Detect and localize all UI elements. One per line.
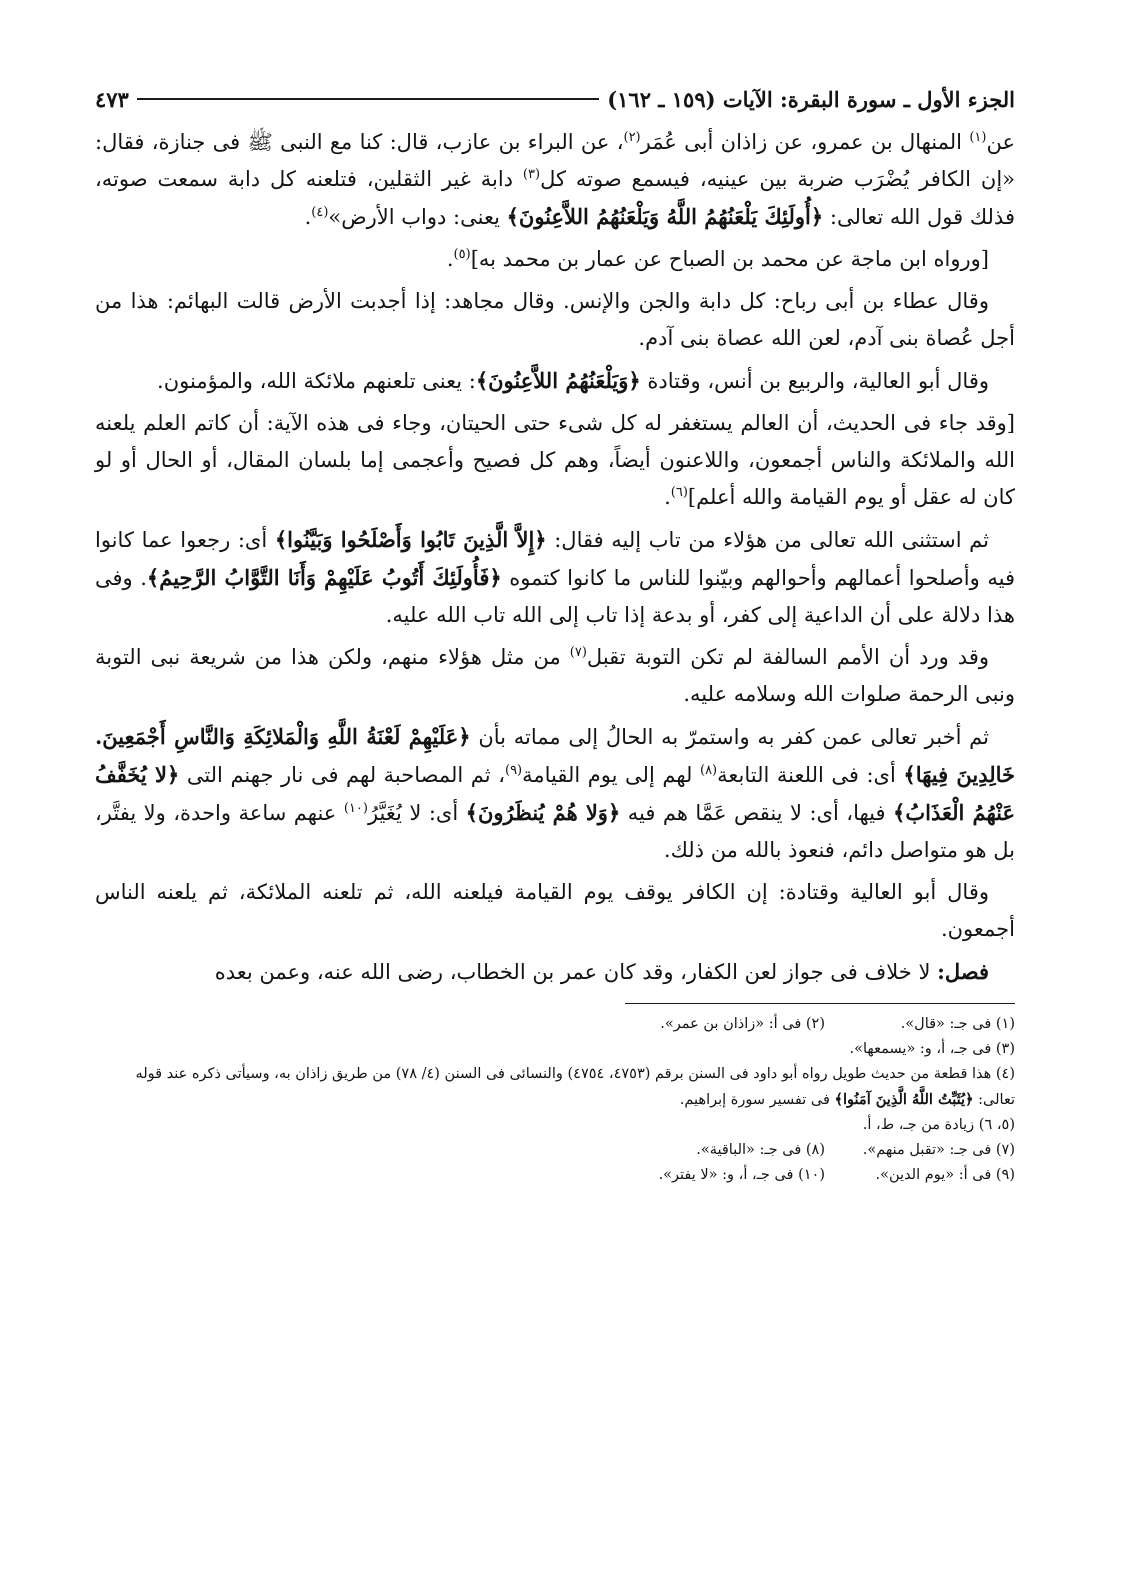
header-title: الجزء الأول ـ سورة البقرة: الآيات (١٥٩ ـ ١٦٢) (607, 86, 1015, 112)
footnote-ref: (٤) (311, 205, 329, 220)
footnote-ref: (٣) (522, 167, 541, 182)
footnote-row (95, 1163, 1015, 1188)
text: ، ثم المصاحبة لهم فى نار جهنم التى (179, 763, 505, 787)
main-text (95, 124, 1015, 991)
quran-verse: ﴿عَلَيْهِمْ لَعْنَةُ اللَّهِ وَالْمَلائِكَةِ وَالنَّاسِ أَجْمَعِينَ. خَالِدِينَ فِيهَا﴾ (95, 724, 1015, 787)
footnote-ref: (٧) (569, 645, 587, 660)
text: لهم إلى يوم القيامة (522, 763, 700, 787)
quran-verse: ﴿لا يُخَفَّفُ عَنْهُمُ الْعَذَابُ﴾ (95, 762, 1015, 825)
book-page (95, 82, 1015, 1188)
text: [ورواه ابن ماجة عن محمد بن الصباح عن عمار بن محمد به] (470, 247, 989, 271)
text: عنهم ساعة واحدة، ولا يفتَّر، بل هو متواصل دائم، فنعوذ بالله من ذلك. (95, 801, 1015, 862)
running-header (95, 82, 1015, 116)
paragraph-2 (95, 241, 1015, 278)
footnote-separator (625, 1003, 1015, 1004)
text: دابة غير الثقلين، فتلعنه كل دابة سمعت صوته، فذلك قول الله تعالى: (95, 167, 1015, 229)
section-label: فصل: (937, 959, 989, 984)
text: . وفى هذا دلالة على أن الداعية إلى كفر، أو بدعة إذا تاب إلى الله تاب الله عليه. (95, 566, 1015, 627)
paragraph-8 (95, 718, 1015, 869)
text: المنهال بن عمرو، عن زاذان أبى عُمَر (640, 130, 970, 154)
text: : يعنى تلعنهم ملائكة الله، والمؤمنون. (157, 369, 476, 393)
footnote-row (95, 1012, 1015, 1037)
text: وقد ورد أن الأمم السالفة لم تكن التوبة تقبل (586, 645, 989, 669)
paragraph-4 (95, 362, 1015, 400)
footnote: (١) فى جـ: «قال». (900, 1016, 1015, 1032)
paragraph-7 (95, 639, 1015, 713)
text: أى: رجعوا عما كانوا فيه وأصلحوا أعمالهم وأحوالهم وبيّنوا للناس ما كانوا كتموه (95, 528, 1015, 590)
text: وقال أبو العالية، والربيع بن أنس، وقتادة (640, 369, 989, 393)
paragraph-3: وقال عطاء بن أبى رباح: كل دابة والجن والإنس. وقال مجاهد: إذا أجدبت الأرض قالت البهائم: هذا من أجل عُصاة بنى آدم، لعن الله عصاة بنى آدم. (95, 289, 1015, 350)
quran-verse: ﴿فَأُولَئِكَ أَتُوبُ عَلَيْهِمْ وَأَنَا التَّوَّابُ الرَّحِيمُ﴾ (146, 565, 502, 590)
footnote-ref: (٢) (623, 130, 641, 145)
text: ثم استثنى الله تعالى من هؤلاء من تاب إليه فقال: (546, 528, 989, 552)
footnote-ref: (٩) (504, 763, 523, 778)
paragraph-6 (95, 521, 1015, 634)
footnote: (٢) فى أ: «زاذان بن عمر». (660, 1016, 825, 1032)
text: ، عن البراء بن عازب، قال: كنا مع النبى ﷺ فى جنازة، فقال: «إن الكافر يُضْرَب ضربة بين عينيه، فيسمع صوته كل (95, 130, 1015, 191)
footnote-text: فى تفسير سورة إبراهيم. (679, 1092, 835, 1108)
footnote-ref: (٥) (453, 247, 471, 262)
page-number: ٤٧٣ (95, 86, 129, 112)
paragraph-5 (95, 405, 1015, 516)
footnote: (١٠) فى جـ، أ، و: «لا يفتر». (658, 1167, 825, 1183)
footnote-ref: (١٠) (343, 801, 368, 816)
quran-verse: ﴿وَلا هُمْ يُنظَرُونَ﴾ (465, 800, 621, 825)
text: يعنى: دواب الأرض» (328, 205, 507, 229)
footnote (95, 1062, 1015, 1113)
footnote-ref: (٨) (699, 763, 718, 778)
text: عن (986, 130, 1015, 154)
text: . (664, 485, 671, 509)
header-rule (137, 98, 599, 100)
footnote: (٩) فى أ: «يوم الدين». (875, 1167, 1015, 1183)
text: فيها، أى: لا ينقص عَمَّا هم فيه (620, 801, 894, 825)
text: . (304, 205, 312, 229)
footnote-text: (٤) هذا قطعة من حديث طويل رواه أبو داود فى السنن برقم (٤٧٥٣، ٤٧٥٤) والنسائى فى السنن (٤/ ٧٨) من طريق زاذان به، وسيأتى ذكره عند قوله تعالى: (135, 1066, 1015, 1108)
text: من مثل هؤلاء منهم، ولكن هذا من شريعة نبى التوبة ونبى الرحمة صلوات الله وسلامه عليه. (95, 645, 1015, 706)
text: أى: فى اللعنة التابعة (717, 763, 904, 787)
quran-verse: ﴿إِلاَّ الَّذِينَ تَابُوا وَأَصْلَحُوا وَبَيَّنُوا﴾ (274, 527, 547, 552)
footnote: (٨) فى جـ: «الباقية». (696, 1142, 825, 1158)
paragraph-1 (95, 124, 1015, 236)
footnote: (٥، ٦) زيادة من جـ، ط، أ. (862, 1117, 1015, 1133)
text: أى: لا يُغَيَّرُ (367, 801, 466, 825)
footnote-row (95, 1138, 1015, 1163)
quran-verse: ﴿يُثَبِّتُ اللَّهُ الَّذِينَ آمَنُوا﴾ (834, 1091, 974, 1108)
text: . (446, 247, 454, 271)
text: لا خلاف فى جواز لعن الكفار، وقد كان عمر بن الخطاب، رضى الله عنه، وعمن بعده (214, 960, 938, 984)
footnote: (٧) فى جـ: «تقبل منهم». (862, 1142, 1015, 1158)
paragraph-9: وقال أبو العالية وقتادة: إن الكافر يوقف يوم القيامة فيلعنه الله، ثم تلعنه الملائكة، ثم يلعنه الناس أجمعون. (95, 880, 1015, 941)
footnote: (٣) فى جـ، أ، و: «يسمعها». (849, 1041, 1015, 1057)
footnote-ref: (٦) (670, 485, 688, 500)
footnotes (95, 1012, 1015, 1188)
text: [وقد جاء فى الحديث، أن العالم يستغفر له كل شىء حتى الحيتان، وجاء فى هذه الآية: أن كاتم العلم يلعنه الله والملائكة والناس أجمعون، واللاعنون أيضاً، وهم كل فصيح وأعجمى إما بلسان المقال، أو الحال أو لو كان له عقل أو يوم القيامة والله أعلم] (95, 411, 1015, 509)
quran-verse: ﴿أُولَئِكَ يَلْعَنُهُمُ اللَّهُ وَيَلْعَنُهُمُ اللاَّعِنُونَ﴾ (506, 204, 824, 229)
text: ثم أخبر تعالى عمن كفر به واستمرّ به الحالُ إلى مماته بأن (470, 725, 989, 749)
quran-verse: ﴿وَيَلْعَنُهُمُ اللاَّعِنُونَ﴾ (475, 368, 641, 393)
footnote-ref: (١) (969, 130, 987, 145)
paragraph-10 (95, 953, 1015, 991)
